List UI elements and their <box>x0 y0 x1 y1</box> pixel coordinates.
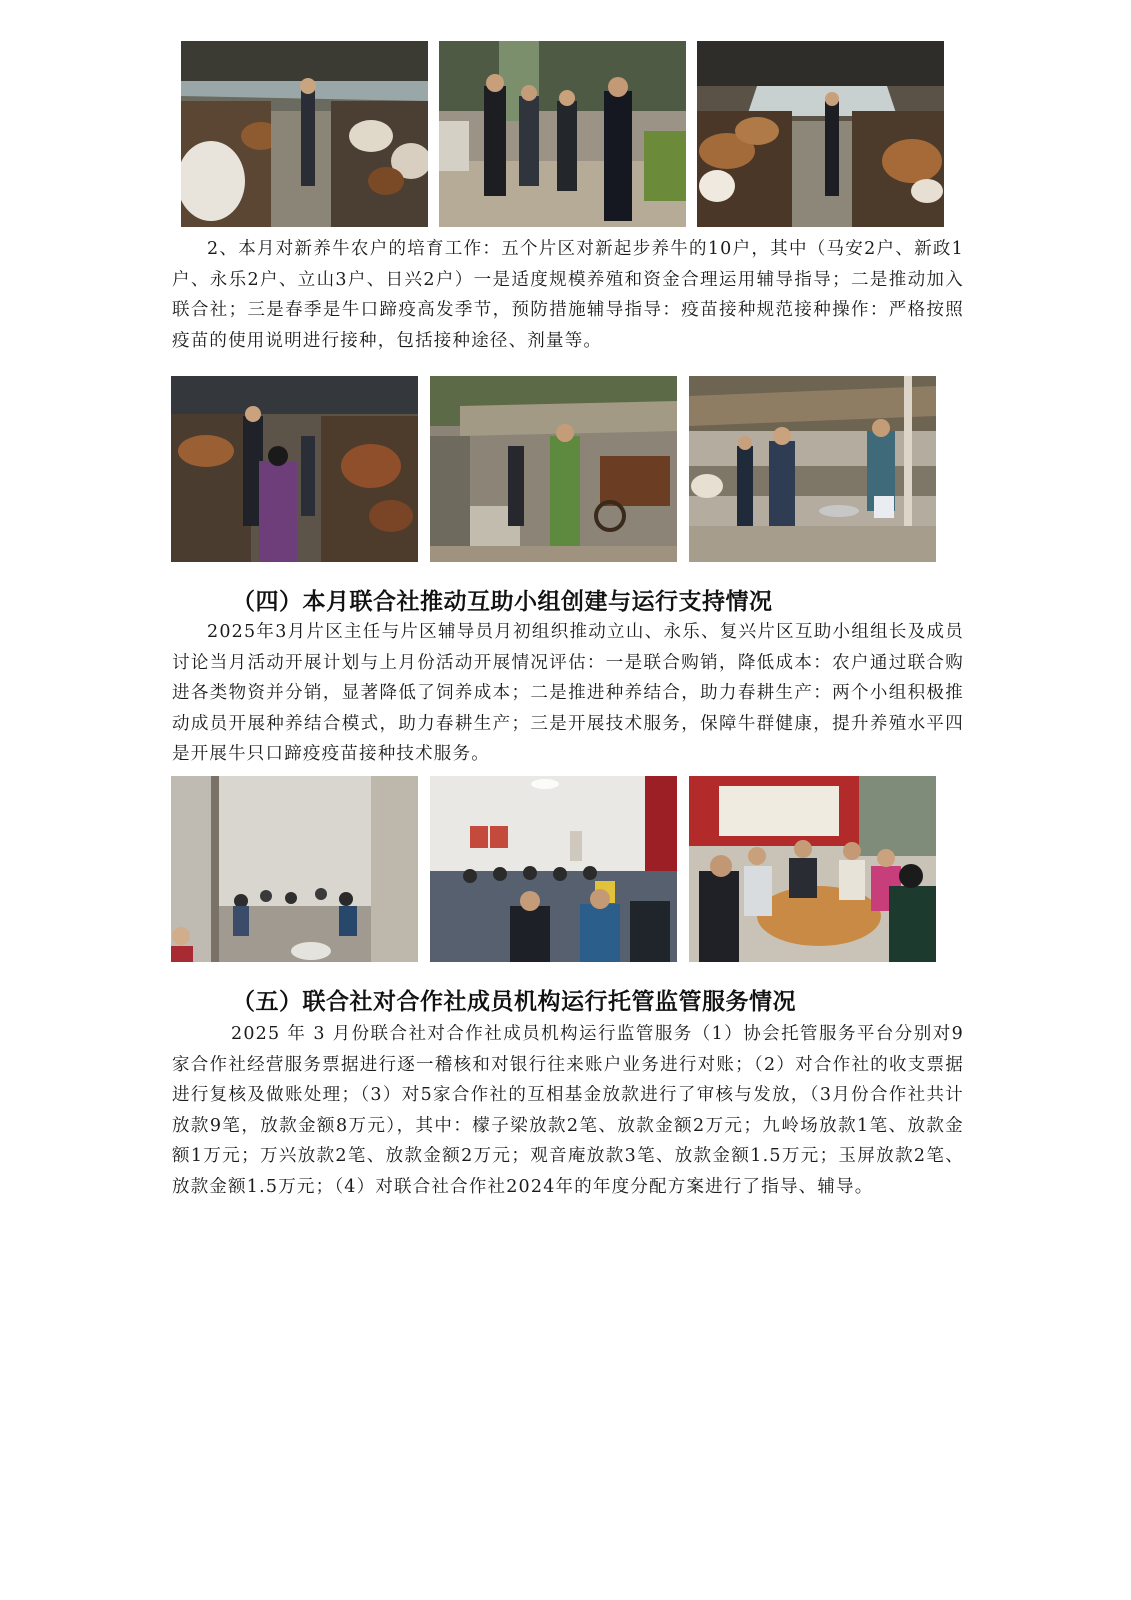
training-hall-photo <box>430 776 677 962</box>
shed-cart-photo <box>430 376 677 562</box>
cattle-barn-photo-2 <box>697 41 944 227</box>
section-heading-four: （四）本月联合社推动互助小组创建与运行支持情况 <box>232 589 773 615</box>
paragraph-newcomer-training: 2、本月对新养牛农户的培育工作：五个片区对新起步养牛的10户，其中（马安2户、新政1户、永乐2户、立山3户、日兴2户）一是适度规模养殖和资金合理运用辅导指导；二是推动加入联合社；三是春季是牛口蹄疫高发季节，预防措施辅导指导：疫苗接种规范接种操作：严格按照疫苗的使用说明进行接种，包括接种途径、剂量等。 <box>172 239 964 351</box>
section-heading-five: （五）联合社对合作社成员机构运行托管监管服务情况 <box>232 989 796 1015</box>
photo-row-1 <box>181 41 944 227</box>
round-table-discussion-photo <box>689 776 936 962</box>
paragraph-supervision-services: 2025 年 3 月份联合社对合作社成员机构运行监管服务（1）协会托管服务平台分别对9家合作社经营服务票据进行逐一稽核和对银行往来账户业务进行对账；（2）对合作社的收支票据进行复核及做账处理；（3）对5家合作社的互相基金放款进行了审核与发放，（3月份合作社共计放款9笔，放款金额8万元），其中：檬子梁放款2笔、放款金额2万元；九岭场放款1笔、放款金额1万元；万兴放款2笔、放款金额2万元；观音庵放款3笔、放款金额1.5万元；玉屏放款2笔、放款金额1.5万元；（4）对联合社合作社2024年的年度分配方案进行了指导、辅导。 <box>172 1024 964 1197</box>
barn-visit-photo <box>171 376 418 562</box>
farmers-meeting-photo <box>439 41 686 227</box>
cattle-barn-photo-1 <box>181 41 428 227</box>
photo-row-3 <box>171 776 936 962</box>
open-barn-photo <box>689 376 936 562</box>
paragraph-mutual-aid-groups: 2025年3月片区主任与片区辅导员月初组织推动立山、永乐、复兴片区互助小组组长及成员讨论当月活动开展计划与上月份活动开展情况评估：一是联合购销，降低成本：农户通过联合购进各类物资并分销，显著降低了饲养成本；二是推进种养结合，助力春耕生产：两个小组积极推动成员开展种养结合模式，助力春耕生产；三是开展技术服务，保障牛群健康，提升养殖水平四是开展牛只口蹄疫疫苗接种技术服务。 <box>172 622 964 764</box>
photo-row-2 <box>171 376 936 562</box>
village-meeting-room-photo <box>171 776 418 962</box>
